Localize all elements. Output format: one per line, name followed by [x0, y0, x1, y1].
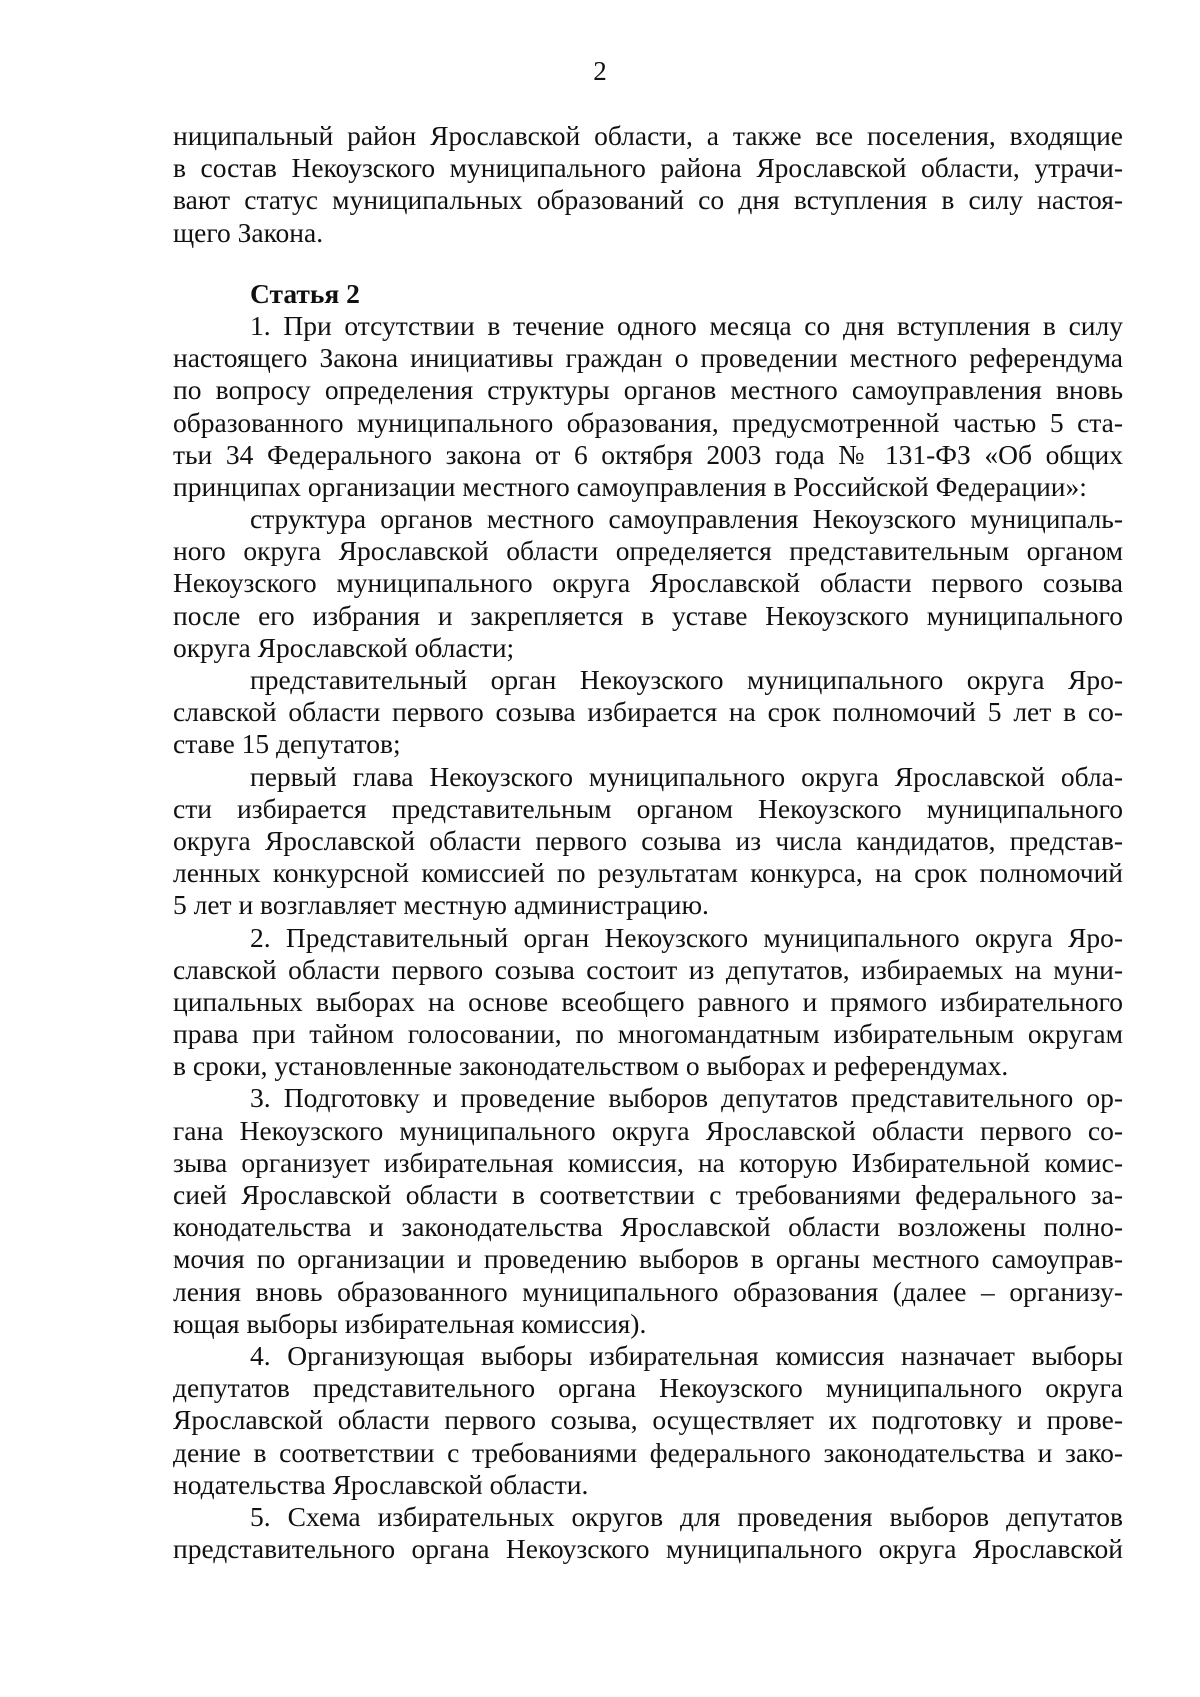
paragraph	[173, 310, 1123, 503]
text-line: сией Ярославской области в соответствии с требованиями федерального за-	[173, 1179, 1123, 1210]
paragraph	[173, 761, 1123, 922]
text-line: ставе 15 депутатов;	[173, 728, 401, 760]
text-line: гана Некоузского муниципального округа Ярославской области первого со-	[173, 1114, 1123, 1146]
text-line: ципальных выборах на основе всеобщего равного и прямого избирательного	[173, 985, 1123, 1017]
text-line: тьи 34 Федерального закона от 6 октября 2003 года № 131-ФЗ «Об общих	[173, 438, 1123, 470]
paragraph	[173, 664, 1123, 761]
text-line: Ярославской области первого созыва, осуществляет их подготовку и прове-	[173, 1404, 1123, 1436]
text-line: щего Закона.	[173, 216, 324, 248]
text-line: вают статус муниципальных образований со дня вступления в силу настоя-	[173, 184, 1123, 216]
text-line: в состав Некоузского муниципального района Ярославской области, утрачи-	[173, 152, 1123, 184]
document-body	[173, 120, 1123, 1565]
text-line: округа Ярославской области;	[173, 631, 515, 663]
text-line: настоящего Закона инициативы граждан о проведении местного референдума	[173, 342, 1123, 374]
text-line: представительного органа Некоузского муниципального округа Ярославской	[173, 1533, 1123, 1565]
text-line: ниципальный район Ярославской области, а также все поселения, входящие	[173, 120, 1123, 151]
text-line: дение в соответствии с требованиями федерального законодательства и зако-	[173, 1436, 1123, 1468]
text-line: представительный орган Некоузского муниципального округа Яро-	[250, 664, 1123, 695]
text-line: структура органов местного самоуправления Некоузского муниципаль-	[250, 503, 1123, 535]
paragraph	[173, 1340, 1123, 1501]
text-line: 2. Представительный орган Некоузского муниципального округа Яро-	[250, 921, 1123, 953]
text-line: Некоузского муниципального округа Ярославской области первого созыва	[173, 567, 1123, 599]
article-heading: Статья 2	[250, 277, 360, 309]
text-line: округа Ярославской области первого созыва из числа кандидатов, представ-	[173, 824, 1123, 856]
text-line: зыва организует избирательная комиссия, на которую Избирательной комис-	[173, 1146, 1123, 1178]
text-line: 3. Подготовку и проведение выборов депутатов представительного ор-	[250, 1082, 1123, 1114]
text-line: принципах организации местного самоуправления в Российской Федерации»:	[173, 470, 1087, 502]
text-line: славской области первого созыва состоит из депутатов, избираемых на муни-	[173, 953, 1123, 985]
paragraph	[173, 1501, 1123, 1565]
text-line: сти избирается представительным органом Некоузского муниципального	[173, 792, 1123, 824]
text-line: ного округа Ярославской области определяется представительным органом	[173, 535, 1123, 567]
page-number: 2	[593, 56, 607, 86]
paragraph	[173, 1082, 1123, 1340]
text-line: права при тайном голосовании, по многомандатным избирательным округам	[173, 1018, 1123, 1050]
text-line: в сроки, установленные законодательством о выборах и референдумах.	[173, 1050, 1009, 1082]
text-line: мочия по организации и проведению выборов в органы местного самоуправ-	[173, 1243, 1123, 1275]
text-line: образованного муниципального образования, предусмотренной частью 5 ста-	[173, 406, 1123, 438]
text-line: славской области первого созыва избирается на срок полномочий 5 лет в со-	[173, 696, 1123, 728]
text-line: 5. Схема избирательных округов для проведения выборов депутатов	[250, 1500, 1123, 1532]
text-line: 4. Организующая выборы избирательная комиссия назначает выборы	[250, 1339, 1123, 1371]
text-line: конодательства и законодательства Ярославской области возложены полно-	[173, 1211, 1123, 1243]
text-line: первый глава Некоузского муниципального округа Ярославской обла-	[250, 760, 1123, 792]
paragraph	[173, 503, 1123, 664]
text-line: после его избрания и закрепляется в уставе Некоузского муниципального	[173, 599, 1123, 631]
text-line: по вопросу определения структуры органов местного самоуправления вновь	[173, 374, 1123, 406]
paragraph	[173, 922, 1123, 1083]
text-line: ления вновь образованного муниципального образования (далее – организу-	[173, 1275, 1123, 1307]
text-line: депутатов представительного органа Некоузского муниципального округа	[173, 1372, 1123, 1404]
text-line: ленных конкурсной комиссией по результатам конкурса, на срок полномочий	[173, 857, 1123, 889]
text-line: 1. При отсутствии в течение одного месяца со дня вступления в силу	[250, 309, 1123, 341]
text-line: 5 лет и возглавляет местную администрацию.	[173, 889, 709, 921]
paragraph	[173, 120, 1123, 249]
text-line: ющая выборы избирательная комиссия).	[173, 1307, 647, 1339]
text-line: нодательства Ярославской области.	[173, 1468, 589, 1500]
